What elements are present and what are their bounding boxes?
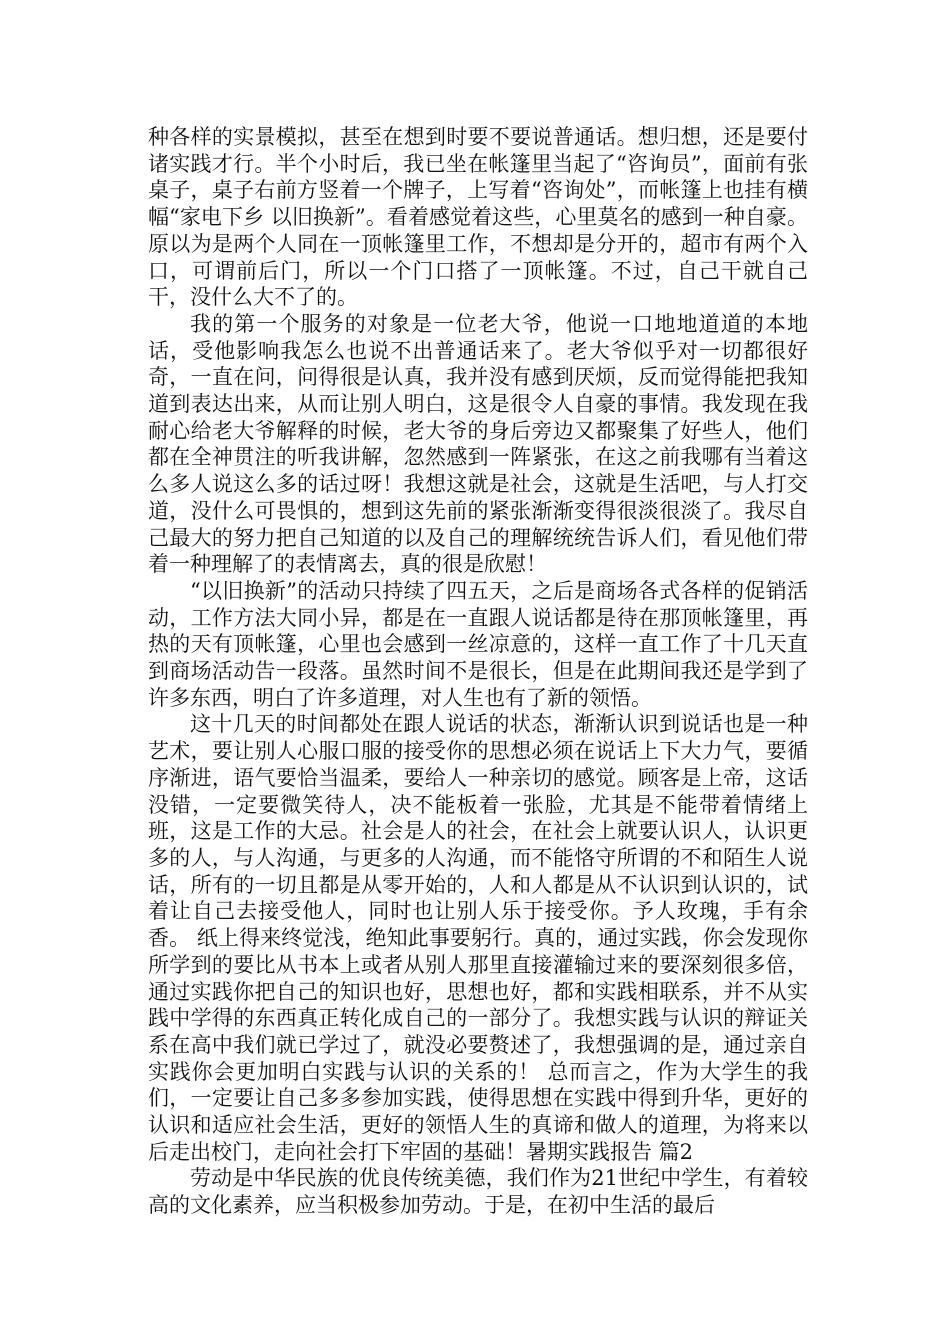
- paragraph-4: 这十几天的时间都处在跟人说话的状态，渐渐认识到说话也是一种艺术，要让别人心服口服的接受你的思想必须在说话上下大力气，要循序渐进，语气要恰当温柔，要给人一种亲切的感觉。顾客是上帝，这话没错，一定要微笑待人，决不能板着一张脸，尤其是不能带着情绪上班，这是工作的大忌。社会是人的社会，在社会上就要认识人，认识更多的人，与人沟通，与更多的人沟通，而不能恪守所谓的不和陌生人说话，所有的一切且都是从零开始的，人和人都是从不认识到认识的，试着让自己去接受他人，同时也让别人乐于接受你。予人玫瑰，手有余香。 纸上得来终觉浅，绝知此事要躬行。真的，通过实践，你会发现你所学到的要比从书本上或者从别人那里直接灌输过来的要深刻很多倍，通过实践你把自己的知识也好，思想也好，都和实践相联系，并不从实践中学得的东西真正转化成自己的一部分了。我想实践与认识的辩证关系在高中我们就已学过了，就没必要赘述了，我想强调的是，通过亲自实践你会更加明白实践与认识的关系的！ 总而言之，作为大学生的我们，一定要让自己多多参加实践，使得思想在实践中得到升华，更好的认识和适应社会生活，更好的领悟人生的真谛和做人的道理，为将来以后走出校门，走向社会打下牢固的基础！暑期实践报告 篇2: [148, 712, 808, 1164]
- paragraph-1: 种各样的实景模拟，甚至在想到时要不要说普通话。想归想，还是要付诸实践才行。半个小时后，我已坐在帐篷里当起了“咨询员”，面前有张桌子，桌子右前方竖着一个牌子，上写着“咨询处”，而帐篷上也挂有横幅“家电下乡 以旧换新”。看着感觉着这些，心里莫名的感到一种自豪。原以为是两个人同在一顶帐篷里工作，不想却是分开的，超市有两个入口，可谓前后门，所以一个门口搭了一顶帐篷。不过，自己干就自己干，没什么大不了的。: [148, 125, 808, 310]
- paragraph-2: 我的第一个服务的对象是一位老大爷，他说一口地地道道的本地话，受他影响我怎么也说不出普通话来了。老大爷似乎对一切都很好奇，一直在问，问得很是认真，我并没有感到厌烦，反而觉得能把我知道到表达出来，从而让别人明白，这是很令人自豪的事情。我发现在我耐心给老大爷解释的时候，老大爷的身后旁边又都聚集了好些人，他们都在全神贯注的听我讲解，忽然感到一阵紧张，在这之前我哪有当着这么多人说这么多的话过呀！我想这就是社会，这就是生活吧，与人打交道，没什么可畏惧的，想到这先前的紧张渐渐变得很淡很淡了。我尽自己最大的努力把自己知道的以及自己的理解统统告诉人们，看见他们带着一种理解了的表情离去，真的很是欣慰！: [148, 311, 808, 577]
- paragraph-3: “以旧换新”的活动只持续了四五天，之后是商场各式各样的促销活动，工作方法大同小异，都是在一直跟人说话都是待在那顶帐篷里，再热的天有顶帐篷，心里也会感到一丝凉意的，这样一直工作了十几天直到商场活动告一段落。虽然时间不是很长，但是在此期间我还是学到了许多东西，明白了许多道理，对人生也有了新的领悟。: [148, 578, 808, 710]
- document-body: [148, 124, 808, 1219]
- paragraph-5: 劳动是中华民族的优良传统美德，我们作为21世纪中学生，有着较高的文化素养，应当积极参加劳动。于是，在初中生活的最后: [148, 1166, 808, 1218]
